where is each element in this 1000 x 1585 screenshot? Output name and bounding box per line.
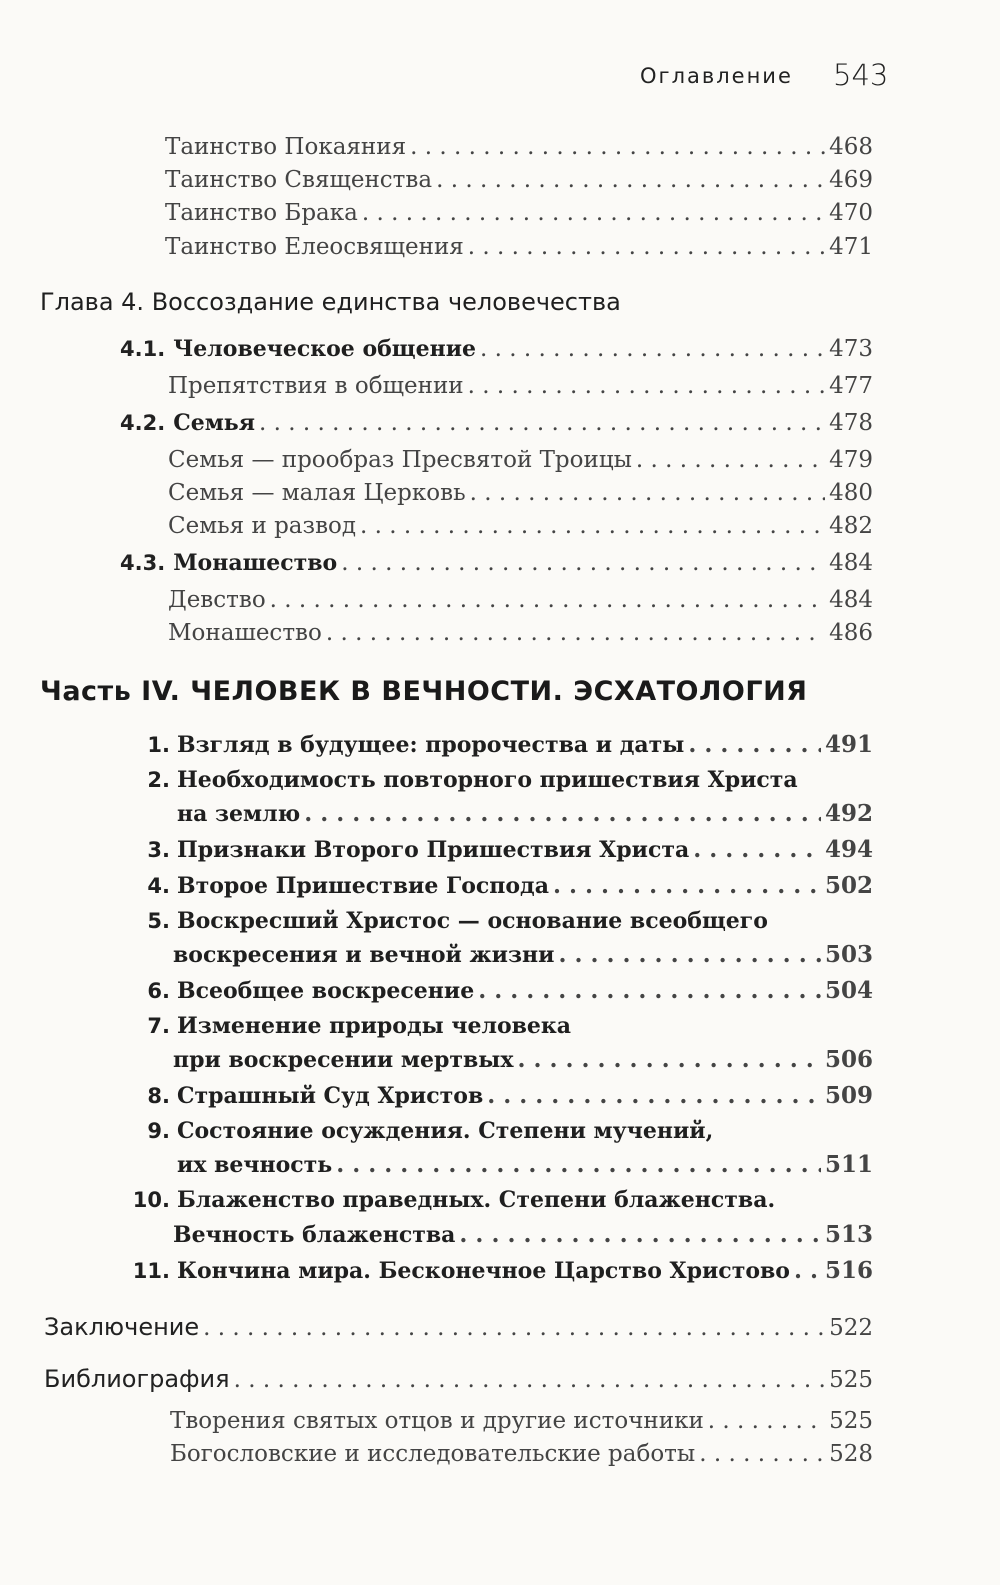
leader-dots bbox=[478, 977, 821, 1004]
leader-dots bbox=[360, 513, 825, 539]
toc-entry[interactable] bbox=[120, 1187, 873, 1213]
toc-top-entry[interactable] bbox=[44, 1365, 873, 1393]
toc-entry-page: 528 bbox=[829, 1441, 873, 1467]
entry-number: 7. bbox=[147, 1014, 170, 1038]
toc-section-entry[interactable] bbox=[120, 410, 873, 436]
section-number: 4.3. bbox=[120, 551, 166, 575]
toc-entry-title: Кончина мира. Бесконечное Царство Христово bbox=[177, 1258, 790, 1284]
entry-number: 4. bbox=[147, 874, 170, 898]
toc-entry-title: Взгляд в будущее: пророчества и даты bbox=[177, 732, 685, 758]
entry-number: 3. bbox=[147, 838, 170, 862]
toc-entry-page: 471 bbox=[829, 234, 873, 260]
leader-dots bbox=[468, 373, 825, 399]
toc-entry[interactable] bbox=[168, 480, 873, 506]
toc-entry-title: Творения святых отцов и другие источники bbox=[170, 1408, 704, 1434]
leader-dots bbox=[699, 1441, 825, 1467]
toc-entry[interactable] bbox=[170, 1441, 873, 1467]
toc-entry-title: Изменение природы человека bbox=[177, 1013, 572, 1039]
leader-dots bbox=[688, 731, 821, 758]
toc-entry-title: Состояние осуждения. Степени мучений, bbox=[177, 1118, 714, 1144]
leader-dots bbox=[234, 1367, 826, 1393]
toc-entry-title: Блаженство праведных. Степени блаженства. bbox=[177, 1187, 776, 1213]
leader-dots bbox=[558, 941, 821, 968]
toc-entry-title-line2: Вечность блаженства bbox=[173, 1222, 456, 1248]
toc-entry-page: 491 bbox=[824, 731, 873, 758]
toc-entry[interactable] bbox=[168, 587, 873, 613]
toc-entry-page: 509 bbox=[824, 1082, 873, 1109]
leader-dots bbox=[794, 1257, 821, 1284]
toc-entry[interactable] bbox=[168, 447, 873, 473]
entry-number: 9. bbox=[147, 1119, 170, 1143]
leader-dots bbox=[468, 234, 825, 260]
toc-entry[interactable] bbox=[168, 513, 873, 539]
toc-entry-title: Второе Пришествие Господа bbox=[177, 873, 549, 899]
toc-entry-continuation[interactable] bbox=[173, 1221, 873, 1248]
toc-entry-page: 506 bbox=[824, 1046, 873, 1073]
toc-entry[interactable] bbox=[168, 620, 873, 646]
leader-dots bbox=[259, 410, 825, 436]
toc-entry-title: Семья bbox=[173, 410, 255, 436]
toc-entry-page: 479 bbox=[829, 447, 873, 473]
leader-dots bbox=[436, 167, 825, 193]
toc-entry-title: Семья — прообраз Пресвятой Троицы bbox=[168, 447, 632, 473]
toc-entry-title: Семья и развод bbox=[168, 513, 357, 539]
part-heading[interactable]: Часть IV. ЧЕЛОВЕК В ВЕЧНОСТИ. ЭСХАТОЛОГИЯ bbox=[40, 676, 808, 707]
running-header-title: Оглавление bbox=[640, 64, 793, 88]
toc-entry[interactable] bbox=[120, 1118, 873, 1144]
toc-entry-page: 513 bbox=[824, 1221, 873, 1248]
leader-dots bbox=[304, 800, 821, 827]
toc-entry-page: 525 bbox=[829, 1367, 873, 1393]
toc-entry[interactable] bbox=[120, 836, 873, 863]
leader-dots bbox=[459, 1221, 821, 1248]
section-number: 4.2. bbox=[120, 411, 166, 435]
leader-dots bbox=[487, 1082, 821, 1109]
toc-entry-page: 477 bbox=[829, 373, 873, 399]
toc-entry-title: Препятствия в общении bbox=[168, 373, 464, 399]
toc-entry-continuation[interactable] bbox=[177, 1151, 873, 1178]
toc-section-entry[interactable] bbox=[120, 550, 873, 576]
toc-entry-page: 494 bbox=[824, 836, 873, 863]
entry-number: 2. bbox=[147, 768, 170, 792]
entry-number: 6. bbox=[147, 979, 170, 1003]
toc-entry-title-line2: при воскресении мертвых bbox=[173, 1047, 514, 1073]
toc-entry-title: Монашество bbox=[168, 620, 322, 646]
toc-entry[interactable] bbox=[120, 872, 873, 899]
toc-entry-page: 486 bbox=[829, 620, 873, 646]
toc-entry-title: Всеобщее воскресение bbox=[177, 978, 475, 1004]
chapter-heading[interactable]: Глава 4. Воссоздание единства человечества bbox=[40, 288, 621, 316]
entry-number: 11. bbox=[132, 1259, 170, 1283]
toc-entry[interactable] bbox=[120, 767, 873, 793]
toc-section-entry[interactable] bbox=[120, 336, 873, 362]
toc-entry-title: Семья — малая Церковь bbox=[168, 480, 466, 506]
toc-entry-title: Монашество bbox=[173, 550, 338, 576]
toc-entry[interactable] bbox=[120, 977, 873, 1004]
entry-number: 8. bbox=[147, 1084, 170, 1108]
toc-entry-title: Девство bbox=[168, 587, 266, 613]
section-number: 4.1. bbox=[120, 337, 166, 361]
entry-number: 5. bbox=[147, 909, 170, 933]
toc-entry-page: 503 bbox=[824, 941, 873, 968]
toc-entry[interactable] bbox=[165, 134, 873, 160]
toc-entry-title: Необходимость повторного пришествия Христа bbox=[177, 767, 798, 793]
leader-dots bbox=[553, 872, 821, 899]
leader-dots bbox=[517, 1046, 821, 1073]
toc-entry[interactable] bbox=[165, 234, 873, 260]
toc-entry-title: Таинство Покаяния bbox=[165, 134, 407, 160]
leader-dots bbox=[470, 480, 826, 506]
toc-entry[interactable] bbox=[120, 1013, 873, 1039]
toc-entry[interactable] bbox=[165, 200, 873, 226]
toc-entry-page: 484 bbox=[829, 587, 873, 613]
toc-entry-page: 480 bbox=[829, 480, 873, 506]
toc-entry-title: Заключение bbox=[44, 1313, 200, 1341]
toc-entry-title: Таинство Елеосвящения bbox=[165, 234, 464, 260]
toc-entry-title: Воскресший Христос — основание всеобщего bbox=[177, 908, 768, 934]
toc-entry[interactable] bbox=[165, 167, 873, 193]
leader-dots bbox=[336, 1151, 821, 1178]
entry-number: 10. bbox=[132, 1188, 170, 1212]
toc-entry-title: Таинство Брака bbox=[165, 200, 358, 226]
toc-entry-title: Таинство Священства bbox=[165, 167, 433, 193]
toc-entry[interactable] bbox=[170, 1408, 873, 1434]
toc-entry-title: Библиография bbox=[44, 1365, 230, 1393]
toc-entry-page: 482 bbox=[829, 513, 873, 539]
toc-entry[interactable] bbox=[120, 1257, 873, 1284]
toc-entry-page: 468 bbox=[829, 134, 873, 160]
leader-dots bbox=[270, 587, 825, 613]
leader-dots bbox=[480, 336, 825, 362]
page-number: 543 bbox=[833, 58, 889, 92]
toc-entry[interactable] bbox=[168, 373, 873, 399]
toc-entry-continuation[interactable] bbox=[173, 941, 873, 968]
toc-entry-page: 522 bbox=[829, 1315, 873, 1341]
leader-dots bbox=[410, 134, 825, 160]
toc-entry-title: Страшный Суд Христов bbox=[177, 1083, 484, 1109]
toc-entry-page: 516 bbox=[824, 1257, 873, 1284]
toc-entry-title: Признаки Второго Пришествия Христа bbox=[177, 837, 690, 863]
leader-dots bbox=[636, 447, 825, 473]
toc-entry-page: 470 bbox=[829, 200, 873, 226]
leader-dots bbox=[203, 1315, 825, 1341]
leader-dots bbox=[362, 200, 825, 226]
toc-entry-page: 484 bbox=[829, 550, 873, 576]
toc-entry-title-line2: их вечность bbox=[177, 1152, 333, 1178]
toc-entry-title: Человеческое общение bbox=[173, 336, 477, 362]
toc-entry-title: Богословские и исследовательские работы bbox=[170, 1441, 696, 1467]
leader-dots bbox=[326, 620, 825, 646]
toc-entry-page: 473 bbox=[829, 336, 873, 362]
toc-entry[interactable] bbox=[120, 908, 873, 934]
toc-entry-page: 478 bbox=[829, 410, 873, 436]
leader-dots bbox=[708, 1408, 825, 1434]
toc-top-entry[interactable] bbox=[44, 1313, 873, 1341]
leader-dots bbox=[341, 550, 825, 576]
toc-entry-page: 504 bbox=[824, 977, 873, 1004]
toc-entry-page: 525 bbox=[829, 1408, 873, 1434]
toc-entry-title-line2: на землю bbox=[177, 801, 301, 827]
toc-entry-page: 492 bbox=[824, 800, 873, 827]
toc-entry-continuation[interactable] bbox=[173, 1046, 873, 1073]
entry-number: 1. bbox=[147, 733, 170, 757]
toc-entry[interactable] bbox=[120, 731, 873, 758]
toc-entry[interactable] bbox=[120, 1082, 873, 1109]
toc-entry-page: 511 bbox=[824, 1151, 873, 1178]
toc-entry-page: 469 bbox=[829, 167, 873, 193]
toc-entry-page: 502 bbox=[824, 872, 873, 899]
toc-entry-continuation[interactable] bbox=[177, 800, 873, 827]
toc-entry-title-line2: воскресения и вечной жизни bbox=[173, 942, 555, 968]
leader-dots bbox=[693, 836, 821, 863]
